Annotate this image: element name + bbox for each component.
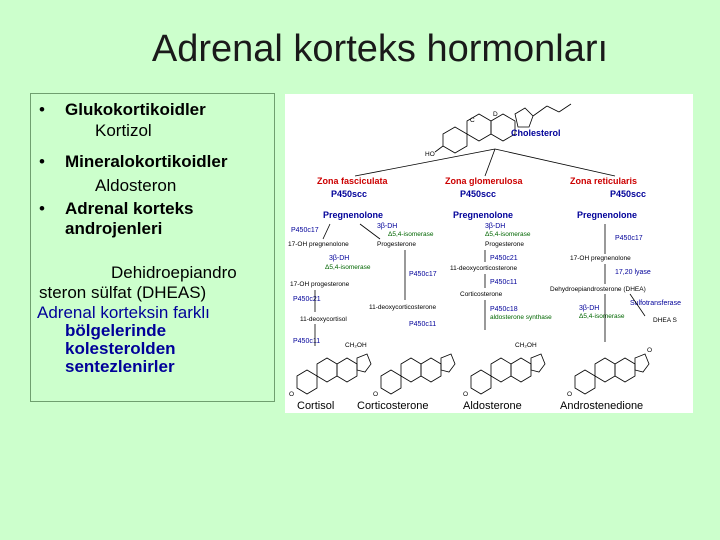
pregnenolone-f: Pregnenolone [323,210,384,220]
enz-sulfotransferase: Sulfotransferase [630,300,681,307]
svg-text:O: O [567,391,573,398]
corticosterone-g: Corticosterone [460,291,503,298]
zone-fasciculata: Zona fasciculata [317,176,388,186]
enz-hsd-f2: 3β-DH [329,255,350,262]
svg-text:CH₂OH: CH₂OH [515,342,537,349]
diagram-svg [285,94,693,413]
bullet-marker: • [39,100,45,119]
caption-androstenedione: Androstenedione [560,400,644,412]
svg-text:CH₂OH: CH₂OH [345,342,367,349]
svg-text:O: O [373,391,379,398]
caption-aldosterone: Aldosterone [463,400,522,412]
closing-line-1: Adrenal korteksin farklı [37,303,210,322]
closing-line-3: kolesterolden [65,339,176,358]
corticosterone-structure [373,354,455,398]
sub-cortisol: Kortizol [95,121,152,140]
steroidogenesis-diagram [285,94,693,413]
zone-reticularis: Zona reticularis [570,176,638,186]
enzyme-p450scc-f: P450scc [331,189,368,199]
enz-hsd-g: 3β-DH [485,223,506,230]
enz-hsd-f: 3β-DH [377,223,398,230]
enz-p450c18-g: P450c18 [490,306,518,313]
progesterone-g: Progesterone [485,241,525,248]
cholesterol-label: Cholesterol [511,128,561,138]
enz-hsd-r: 3β-DH [579,305,600,312]
dheas-r: DHEA S [653,317,677,324]
bullet-adrenal-androgens-1: Adrenal korteks [65,199,194,218]
deoxycorticosterone-g: 11-deoxycorticosterone [450,265,518,272]
enz-p450c21-f: P450c21 [293,296,321,303]
oh-pregnenolone: 17-OH pregnenolone [288,241,349,248]
enz-isomerase-f: Δ5,4-isomerase [388,231,434,238]
dheas-line-1: Dehidroepiandro [111,263,237,282]
deoxycortisol: 11-deoxycortisol [300,316,347,323]
page-title: Adrenal korteks hormonları [151,28,609,70]
androstenedione-structure [567,347,652,398]
oh-progesterone: 17-OH progesterone [290,281,350,288]
bullet-glucocorticoids: Glukokortikoidler [65,100,206,119]
enz-isomerase-g: Δ5,4-isomerase [485,231,531,238]
dheas-line-2: steron sülfat (DHEAS) [39,283,207,302]
enzyme-p450scc-r: P450scc [610,189,647,199]
pregnenolone-r: Pregnenolone [577,210,638,220]
pathway-arrows [315,224,645,346]
sub-aldosterone: Aldosteron [95,176,177,195]
enz-p450c11-g: P450c11 [490,279,518,286]
cortisol-structure [289,342,371,398]
enz-p450c17-r: P450c17 [615,235,643,242]
aldosterone-structure [463,342,545,398]
enz-p450c21-g: P450c21 [490,255,518,262]
svg-text:O: O [463,391,469,398]
enz-p450c11-f2: P450c11 [409,321,437,328]
enzyme-p450scc-g: P450scc [460,189,497,199]
enz-p450c11-f: P450c11 [293,338,321,345]
content-textbox [30,93,275,402]
enz-p450c17-f2: P450c17 [409,271,437,278]
deoxycorticosterone-f: 11-deoxycorticosterone [369,304,437,311]
bullet-mineralocorticoids: Mineralokortikoidler [65,152,228,171]
svg-text:O: O [647,347,653,354]
closing-line-4: sentezlenirler [65,357,175,376]
progesterone-f: Progesterone [377,241,417,248]
svg-text:D: D [493,111,498,118]
svg-text:O: O [289,391,295,398]
enz-p450c17-f: P450c17 [291,227,319,234]
enz-isomerase-r: Δ5,4-isomerase [579,313,625,320]
enz-isomerase-f2: Δ5,4-isomerase [325,264,371,271]
oh-pregnenolone-r: 17-OH pregnenolone [570,255,631,262]
enz-aldo-synthase: aldosterone synthase [490,314,552,321]
caption-cortisol: Cortisol [297,400,335,412]
caption-corticosterone: Corticosterone [357,400,429,412]
closing-line-2: bölgelerinde [65,321,167,340]
svg-text:C: C [470,117,475,124]
zone-glomerulosa: Zona glomerulosa [445,176,523,186]
svg-text:HO: HO [425,151,435,158]
dhea-r: Dehydroepiandrosterone (DHEA) [550,286,646,293]
bullet-marker: • [39,152,45,171]
bullet-adrenal-androgens-2: androjenleri [65,219,163,238]
bullet-marker: • [39,199,45,218]
pregnenolone-g: Pregnenolone [453,210,514,220]
enz-lyase-r: 17,20 lyase [615,269,651,276]
